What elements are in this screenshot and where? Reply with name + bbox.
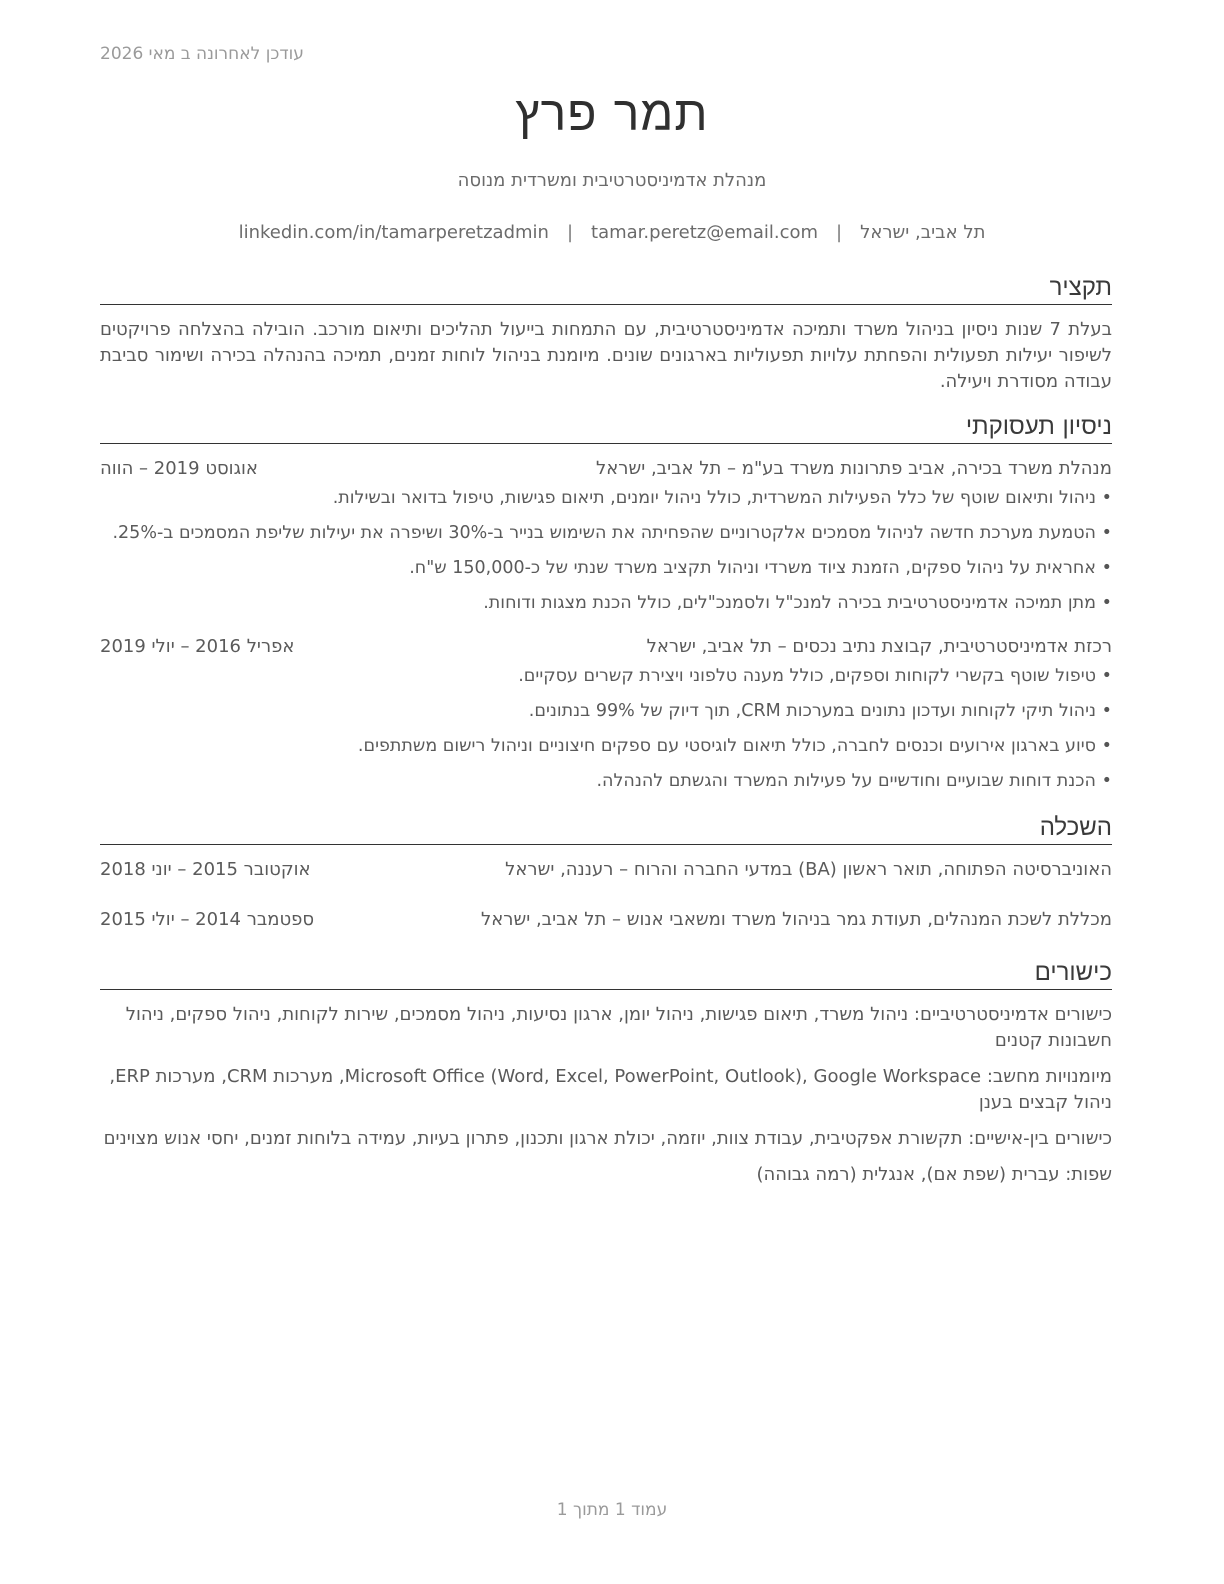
contact-linkedin[interactable]: linkedin.com/in/tamarperetzadmin [238, 222, 549, 243]
job-dates: אוגוסט 2019 – הווה [100, 458, 258, 479]
last-updated-text: עודכן לאחרונה ב מאי 2026 [100, 44, 304, 64]
summary-text: בעלת 7 שנות ניסיון בניהול משרד ותמיכה אדמיניסטרטיבית, עם התמחות בייעול תהליכים ותיאום מורכב. הובילה בהצלחה פרויקטים לשיפור יעילות תפעולית והפחתת עלויות תפעוליות בארגונים שונים. מיומנת בניהול לוחות זמנים, תמיכה בהנהלה בכירה ושימור סביבת עבודה מסודרת ויעילה. [100, 319, 1112, 392]
job-role: רכזת אדמיניסטרטיבית, קבוצת נתיב נכסים – תל אביב, ישראל [646, 636, 1112, 657]
summary-heading: תקציר [100, 272, 1112, 305]
job-bullets [100, 664, 1112, 794]
skills-heading: כישורים [100, 957, 1112, 990]
education-dates: ספטמבר 2014 – יולי 2015 [100, 909, 315, 930]
skills-line: מיומנויות מחשב: Microsoft Office (Word, Excel, PowerPoint, Outlook), Google Workspace, מערכות CRM, מערכות ERP, ניהול קבצים בענן [109, 1066, 1112, 1113]
job-bullet: • ניהול ותיאום שוטף של כלל הפעילות המשרדית, כולל ניהול יומנים, תיאום פגישות, טיפול בדואר ובשילות. [100, 486, 1096, 511]
job-dates: אפריל 2016 – יולי 2019 [100, 636, 295, 657]
contact-separator: | [836, 222, 843, 243]
education-entry [100, 857, 1112, 883]
skills-line: כישורים בין-אישיים: תקשורת אפקטיבית, עבודת צוות, יוזמה, יכולת ארגון ותכנון, פתרון בעיות, עמידה בלוחות זמנים, יחסי אנוש מצוינים [103, 1128, 1112, 1149]
skills-list [100, 1002, 1112, 1188]
skills-line: שפות: עברית (שפת אם), אנגלית (רמה גבוהה) [756, 1164, 1112, 1185]
skills-line: כישורים אדמיניסטרטיביים: ניהול משרד, תיאום פגישות, ניהול יומן, ארגון נסיעות, ניהול מסמכים, שירות לקוחות, ניהול ספקים, ניהול חשבונות קטנים [125, 1004, 1112, 1051]
job-role: מנהלת משרד בכירה, אביב פתרונות משרד בע"מ – תל אביב, ישראל [596, 458, 1112, 479]
contact-separator: | [566, 222, 574, 243]
education-dates: אוקטובר 2015 – יוני 2018 [100, 859, 311, 880]
contact-location: תל אביב, ישראל [860, 222, 986, 243]
job-bullets [100, 486, 1112, 616]
education-text: מכללת לשכת המנהלים, תעודת גמר בניהול משרד ומשאבי אנוש – תל אביב, ישראל [481, 909, 1112, 930]
job-entry [100, 456, 1112, 616]
job-bullet: • ניהול תיקי לקוחות ועדכון נתונים במערכות CRM, תוך דיוק של 99% בנתונים. [100, 699, 1096, 724]
candidate-name: תמר פרץ [515, 86, 709, 142]
page-number: עמוד 1 מתוך 1 [556, 1500, 668, 1520]
candidate-subtitle: מנהלת אדמיניסטרטיבית ומשרדית מנוסה [457, 170, 767, 191]
education-text: האוניברסיטה הפתוחה, תואר ראשון (BA) במדעי החברה והרוח – רעננה, ישראל [505, 859, 1112, 880]
education-entry [100, 907, 1112, 933]
education-heading: השכלה [100, 812, 1112, 845]
job-bullet: • אחראית על ניהול ספקים, הזמנת ציוד משרדי וניהול תקציב משרד שנתי של כ-150,000 ש"ח. [100, 556, 1096, 581]
job-header [100, 456, 1112, 482]
job-bullet: • סיוע בארגון אירועים וכנסים לחברה, כולל תיאום לוגיסטי עם ספקים חיצוניים וניהול רישום משתתפים. [100, 734, 1096, 759]
contact-email[interactable]: tamar.peretz@email.com [591, 222, 819, 243]
resume-body [100, 272, 1112, 1198]
contact-line [0, 222, 1224, 243]
job-header [100, 634, 1112, 660]
experience-heading: ניסיון תעסוקתי [100, 411, 1112, 444]
job-bullet: • הטמעת מערכת חדשה לניהול מסמכים אלקטרוניים שהפחיתה את השימוש בנייר ב-30% ושיפרה את יעילות שליפת המסמכים ב-25%. [100, 521, 1096, 546]
job-bullet: • טיפול שוטף בקשרי לקוחות וספקים, כולל מענה טלפוני ויצירת קשרים עסקיים. [100, 664, 1096, 689]
job-entry [100, 634, 1112, 794]
job-bullet: • מתן תמיכה אדמיניסטרטיבית בכירה למנכ"ל ולסמנכ"לים, כולל הכנת מצגות ודוחות. [100, 591, 1096, 616]
job-bullet: • הכנת דוחות שבועיים וחודשיים על פעילות המשרד והגשתם להנהלה. [100, 769, 1096, 794]
